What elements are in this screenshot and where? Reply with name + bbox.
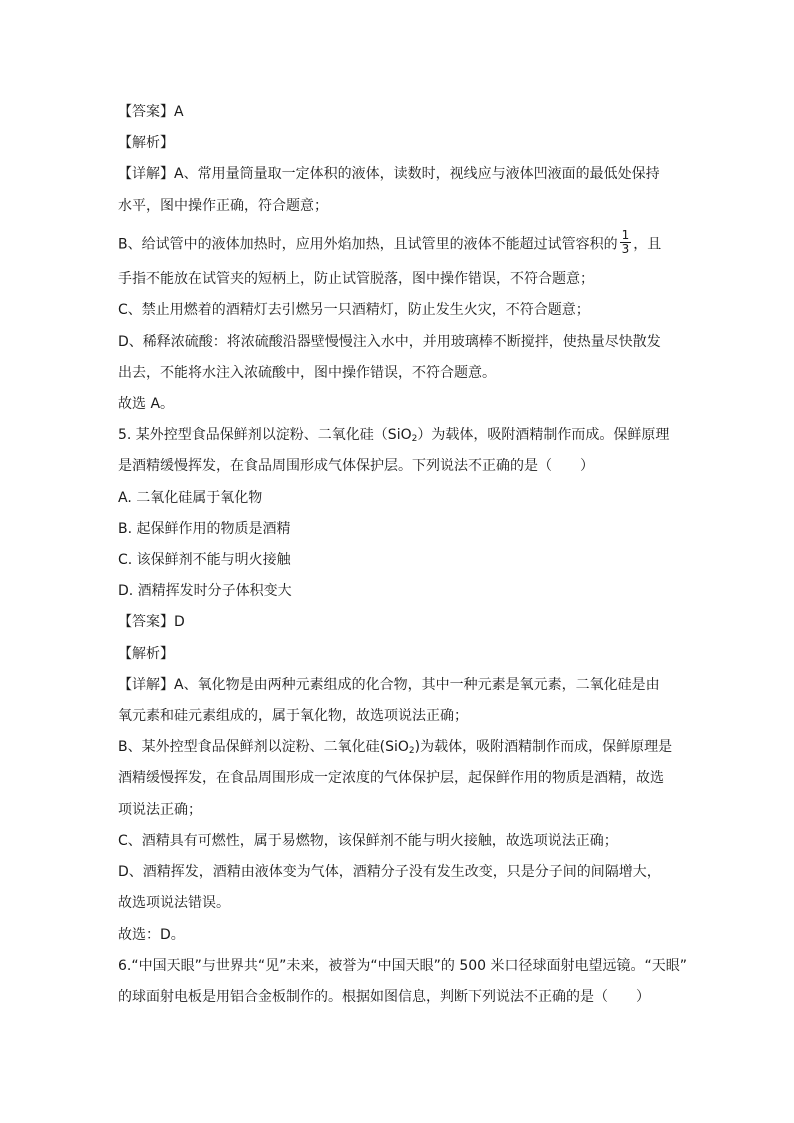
fraction-denominator: 3: [621, 242, 630, 256]
fraction-one-third: [620, 229, 632, 256]
q5-detail-d-line1: D、酒精挥发，酒精由液体变为气体，酒精分子没有发生改变，只是分子间的间隔增大，: [118, 864, 661, 880]
q4-detail-d-line1: D、稀释浓硫酸：将浓硫酸沿器壁慢慢注入水中，并用玻璃棒不断搅拌，使热量尽快散发: [118, 334, 661, 350]
fraction-numerator: 1: [621, 228, 630, 242]
q4-conclusion: 故选 A。: [118, 396, 175, 412]
q5-option-a: A. 二氧化硅属于氧化物: [118, 490, 263, 506]
subscript-2: 2: [411, 434, 418, 444]
q5-stem-line2: 是酒精缓慢挥发，在食品周围形成气体保护层。下列说法不正确的是（ ）: [118, 458, 594, 474]
q5-conclusion: 故选：D。: [118, 927, 185, 943]
q4-answer: 【答案】A: [118, 104, 184, 120]
q4-detail-c: C、禁止用燃着的酒精灯去引燃另一只酒精灯，防止发生火灾，不符合题意；: [118, 302, 590, 318]
q5-detail-a-line1: 【详解】A、氧化物是由两种元素组成的化合物，其中一种元素是氧元素，二氧化硅是由: [118, 677, 660, 693]
q5-detail-b-text-end: )为载体，吸附酒精制作而成，保鲜原理是: [414, 739, 673, 755]
q5-stem-text-end: ）为载体，吸附酒精制作而成。保鲜原理: [417, 427, 670, 443]
q6-stem-line1: 6.“中国天眼”与世界共“见”未来，被誉为“中国天眼”的 500 米口径球面射电望远镜。“天眼”: [118, 958, 688, 974]
q4-analysis-label: 【解析】: [118, 135, 174, 151]
q5-answer: 【答案】D: [118, 614, 185, 630]
q5-option-d: D. 酒精挥发时分子体积变大: [118, 583, 292, 599]
q4-detail-a-line2: 水平，图中操作正确，符合题意；: [118, 198, 328, 214]
q4-detail-a-line1: 【详解】A、常用量筒量取一定体积的液体，读数时，视线应与液体凹液面的最低处保持: [118, 166, 660, 182]
q5-detail-b-line2: 酒精缓慢挥发，在食品周围形成一定浓度的气体保护层，起保鲜作用的物质是酒精，故选: [118, 770, 664, 786]
q4-detail-b-line2: 手指不能放在试管夹的短柄上，防止试管脱落，图中操作错误，不符合题意；: [118, 271, 594, 287]
q4-detail-b-text: B、给试管中的液体加热时，应用外焰加热，且试管里的液体不能超过试管容积的: [118, 236, 618, 253]
q4-detail-d-line2: 出去，不能将水注入浓硫酸中，图中操作错误，不符合题意。: [118, 365, 496, 381]
q4-detail-b-line1: [118, 228, 678, 258]
subscript-2: 2: [408, 746, 415, 756]
q5-detail-a-line2: 氧元素和硅元素组成的，属于氧化物，故选项说法正确；: [118, 708, 468, 724]
q5-detail-b-line1: [118, 738, 678, 756]
q6-stem-line2: 的球面射电板是用铝合金板制作的。根据如图信息，判断下列说法不正确的是（ ）: [118, 989, 650, 1005]
q5-analysis-label: 【解析】: [118, 646, 174, 662]
q5-option-b: B. 起保鲜作用的物质是酒精: [118, 521, 291, 537]
q5-detail-c: C、酒精具有可燃性，属于易燃物，该保鲜剂不能与明火接触，故选项说法正确；: [118, 833, 618, 849]
q5-stem-line1: [118, 426, 678, 444]
q5-detail-d-line2: 故选项说法错误。: [118, 895, 230, 911]
q5-stem-text: 5. 某外控型食品保鲜剂以淀粉、二氧化硅（SiO: [118, 427, 412, 443]
q5-detail-b-text: B、某外控型食品保鲜剂以淀粉、二氧化硅(SiO: [118, 739, 409, 755]
q5-detail-b-line3: 项说法正确；: [118, 802, 202, 818]
q4-detail-b-text-end: ，且: [633, 236, 662, 253]
q5-option-c: C. 该保鲜剂不能与明火接触: [118, 552, 291, 568]
